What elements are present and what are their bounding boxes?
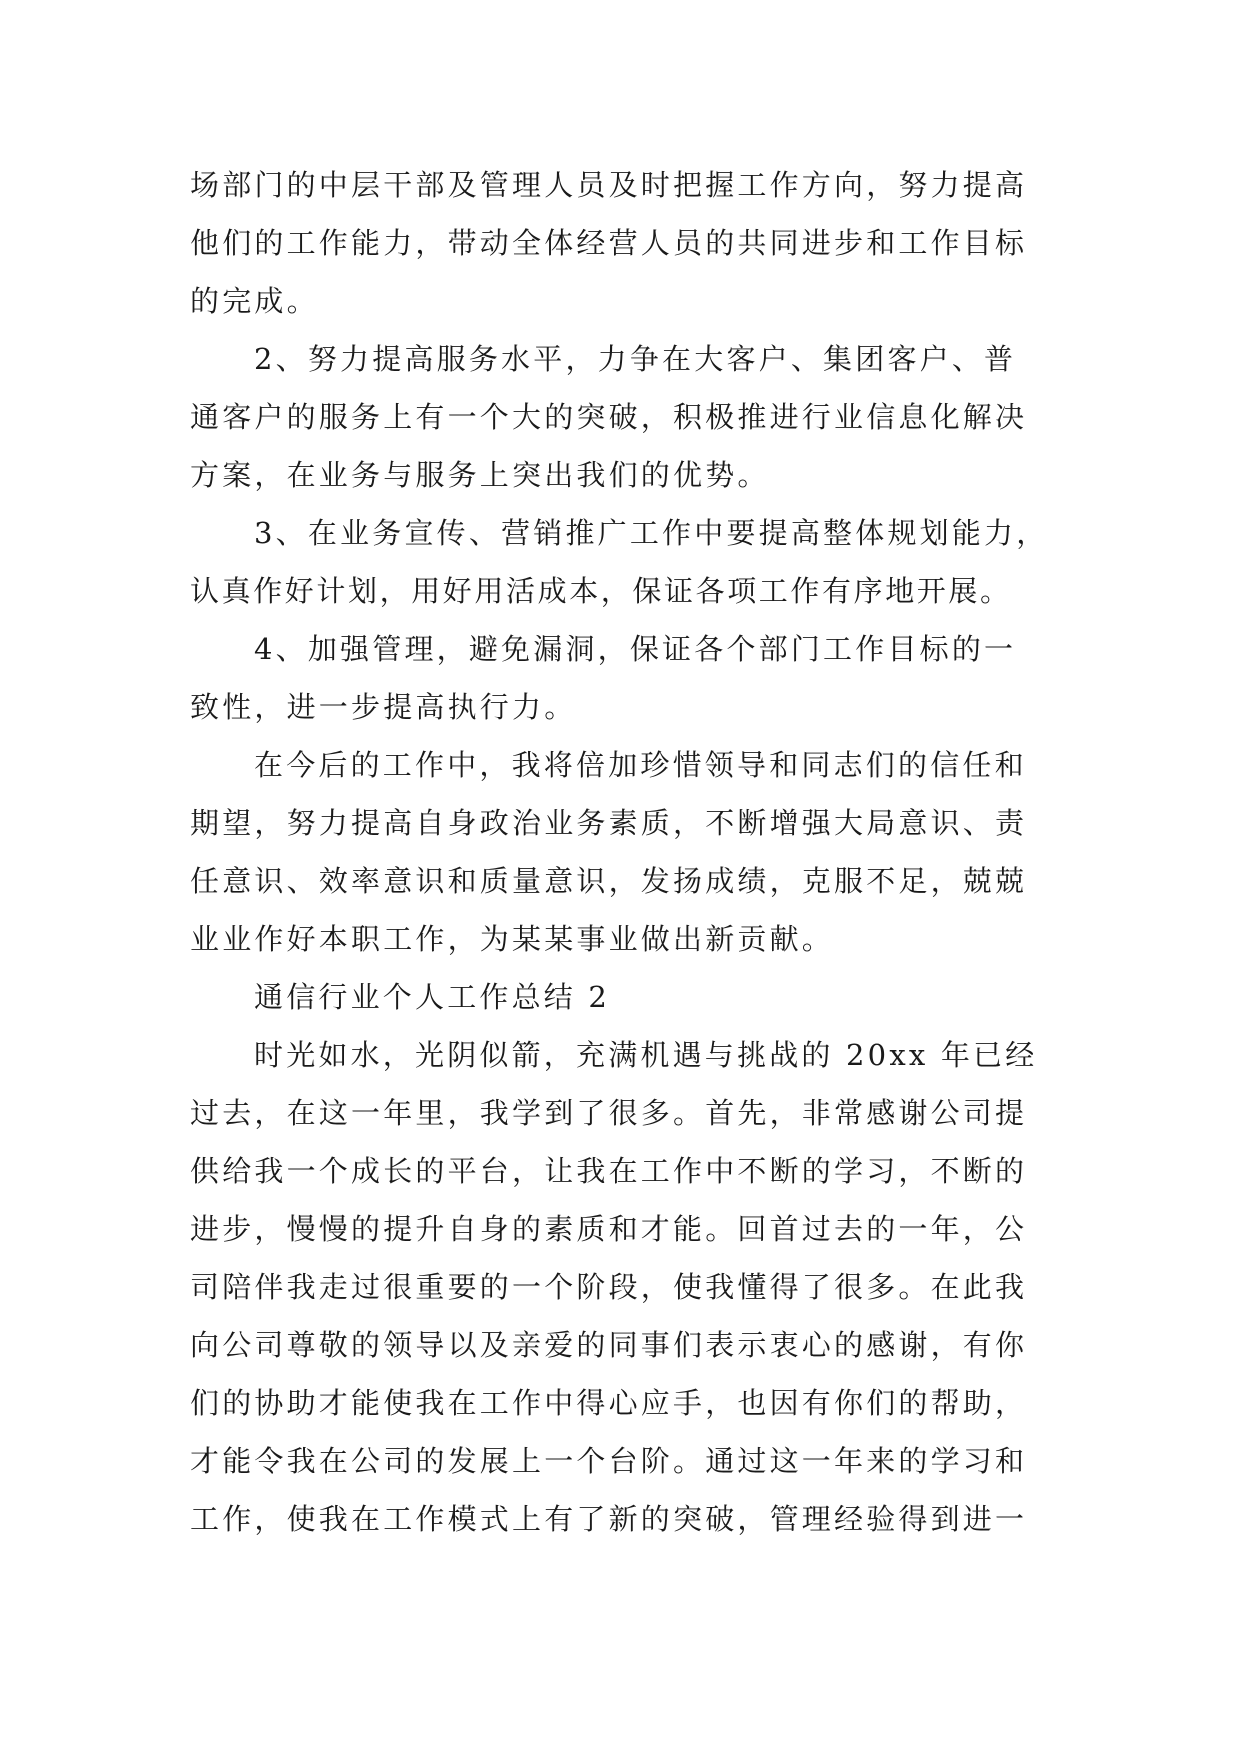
- paragraph-line: 才能令我在公司的发展上一个台阶。通过这一年来的学习和: [190, 1444, 1028, 1478]
- paragraph-line: 司陪伴我走过很重要的一个阶段，使我懂得了很多。在此我: [190, 1270, 1028, 1304]
- paragraph-line: 在今后的工作中，我将倍加珍惜领导和同志们的信任和: [254, 748, 1027, 782]
- paragraph-line: 认真作好计划，用好用活成本，保证各项工作有序地开展。: [190, 574, 1012, 608]
- paragraph-line: 过去，在这一年里，我学到了很多。首先，非常感谢公司提: [190, 1096, 1028, 1130]
- paragraph-line: 们的协助才能使我在工作中得心应手，也因有你们的帮助，: [190, 1386, 1028, 1420]
- paragraph-line: 向公司尊敬的领导以及亲爱的同事们表示衷心的感谢，有你: [190, 1328, 1028, 1362]
- paragraph-line: 2、努力提高服务水平，力争在大客户、集团客户、普: [254, 342, 1017, 376]
- paragraph-line: 时光如水，光阴似箭，充满机遇与挑战的 20xx 年已经: [254, 1038, 1038, 1072]
- paragraph-line: 3、在业务宣传、营销推广工作中要提高整体规划能力，: [254, 516, 1049, 550]
- paragraph-line: 他们的工作能力，带动全体经营人员的共同进步和工作目标: [190, 226, 1028, 260]
- paragraph-line: 业业作好本职工作，为某某事业做出新贡献。: [190, 922, 835, 956]
- paragraph-line: 工作，使我在工作模式上有了新的突破，管理经验得到进一: [190, 1502, 1028, 1536]
- paragraph-line: 致性，进一步提高执行力。: [190, 690, 577, 724]
- paragraph-line: 场部门的中层干部及管理人员及时把握工作方向，努力提高: [190, 168, 1028, 202]
- paragraph-line: 通客户的服务上有一个大的突破，积极推进行业信息化解决: [190, 400, 1028, 434]
- paragraph-line: 任意识、效率意识和质量意识，发扬成绩，克服不足，兢兢: [190, 864, 1028, 898]
- paragraph-line: 4、加强管理，避免漏洞，保证各个部门工作目标的一: [254, 632, 1017, 666]
- paragraph-line: 期望，努力提高自身政治业务素质，不断增强大局意识、责: [190, 806, 1028, 840]
- paragraph-line: 方案，在业务与服务上突出我们的优势。: [190, 458, 770, 492]
- paragraph-line: 进步，慢慢的提升自身的素质和才能。回首过去的一年，公: [190, 1212, 1028, 1246]
- section-heading: 通信行业个人工作总结 2: [254, 980, 611, 1014]
- paragraph-line: 的完成。: [190, 284, 319, 318]
- paragraph-line: 供给我一个成长的平台，让我在工作中不断的学习，不断的: [190, 1154, 1028, 1188]
